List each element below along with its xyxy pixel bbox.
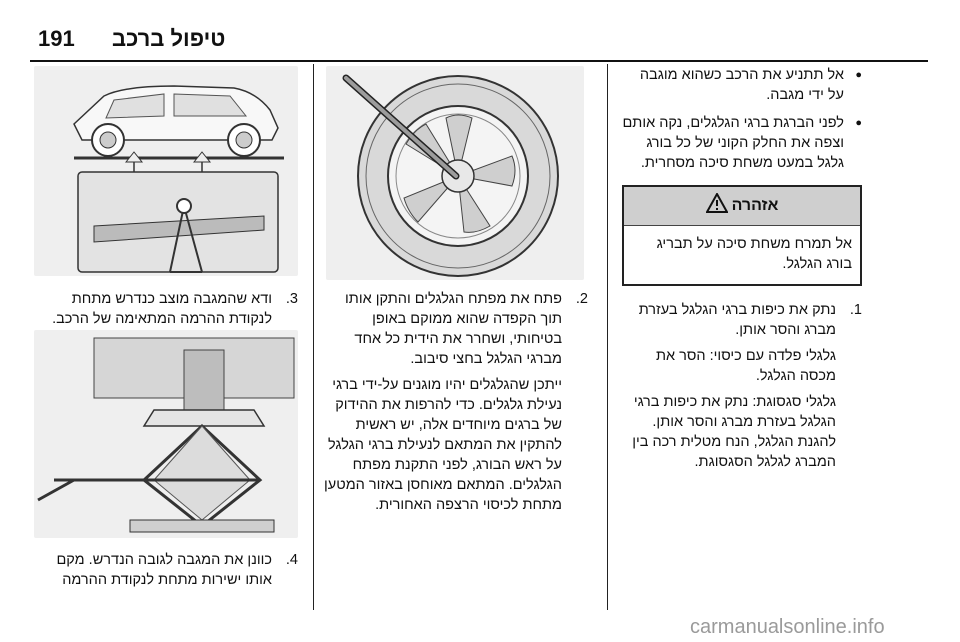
step-text: פתח את מפתח הגלגלים והתקן אותו תוך הקפדה שהוא ממוקם באופן בטיחותי, ושחרר את הידית כל אחד מברגי הגלגל בחצי סיבוב. xyxy=(345,291,562,367)
paragraph-steel-wheels: גלגלי פלדה עם כיסוי: הסר את מכסה הגלגל. xyxy=(656,348,836,384)
watermark: carmanualsonline.info xyxy=(690,616,885,638)
warning-header xyxy=(624,187,860,226)
paragraph-alloy-wheels: גלגלי סגסוגת: נתק את כיפות ברגי הגלגל בעזרת מברג והסר אותן. להגנת הגלגל, הנח מטלית רכה בין המברג לגלגל הסגסוגת. xyxy=(632,394,836,470)
wheel-wrench-illustration xyxy=(326,66,584,280)
step-4 xyxy=(34,550,298,590)
step-number: 4. xyxy=(285,552,298,568)
warning-title: אזהרה xyxy=(731,197,779,214)
column-divider xyxy=(313,64,314,610)
bullet-item: ● אל תתניע את הרכב כשהוא מוגבה על ידי מגבה. xyxy=(622,65,862,105)
step-text: כוונן את המגבה לגובה הנדרש. מקם אותו ישירות מתחת לנקודת ההרמה xyxy=(56,552,272,588)
step-text: ודא שהמגבה מוצב כנדרש מתחת לנקודת ההרמה המתאימה של הרכב. xyxy=(52,291,272,327)
page-number: 191 xyxy=(38,26,75,51)
bullet-item: ● לפני הברגת ברגי הגלגלים, נקה אותם וצפה את החלק הקוני של כל בורג גלגל במעט משחת סיכה מסחרית. xyxy=(622,113,862,173)
jack-closeup-illustration xyxy=(34,330,298,538)
step-1 xyxy=(622,300,862,340)
middle-column-text xyxy=(324,289,588,515)
paragraph-locking-bolts: ייתכן שהגלגלים יהיו מוגנים על-ידי ברגי נעילת גלגלים. כדי להרפות את ההידוק של ברגים מיוחדים אלה, יש ראשית להתקין את המתאם לנעילת ברגי הגלגל על ראש הבורג, לפני התקנת מפתח הגלגלים. המתאם מאוחסן באזור המטען מתחת לכיסוי הרצפה האחורית. xyxy=(324,377,562,513)
warning-triangle-icon xyxy=(706,193,728,219)
right-column xyxy=(622,65,862,472)
column-divider xyxy=(607,64,608,610)
car-lifting-points-illustration xyxy=(34,66,298,276)
step-3 xyxy=(34,289,298,329)
step-number: 2. xyxy=(575,291,588,307)
left-column-step-3 xyxy=(34,289,298,329)
page-title: טיפול ברכב xyxy=(112,26,226,51)
step-text: נתק את כיפות ברגי הגלגל בעזרת מברג והסר אותן. xyxy=(638,302,836,338)
page-header xyxy=(0,0,960,52)
step-number: 1. xyxy=(849,302,862,318)
step-number: 3. xyxy=(285,291,298,307)
step-2 xyxy=(324,289,588,369)
warning-text: אל תמרח משחת סיכה על תבריג בורג הגלגל. xyxy=(656,236,852,272)
left-column-step-4 xyxy=(34,550,298,590)
header-rule xyxy=(30,60,928,62)
warning-box xyxy=(622,185,862,286)
